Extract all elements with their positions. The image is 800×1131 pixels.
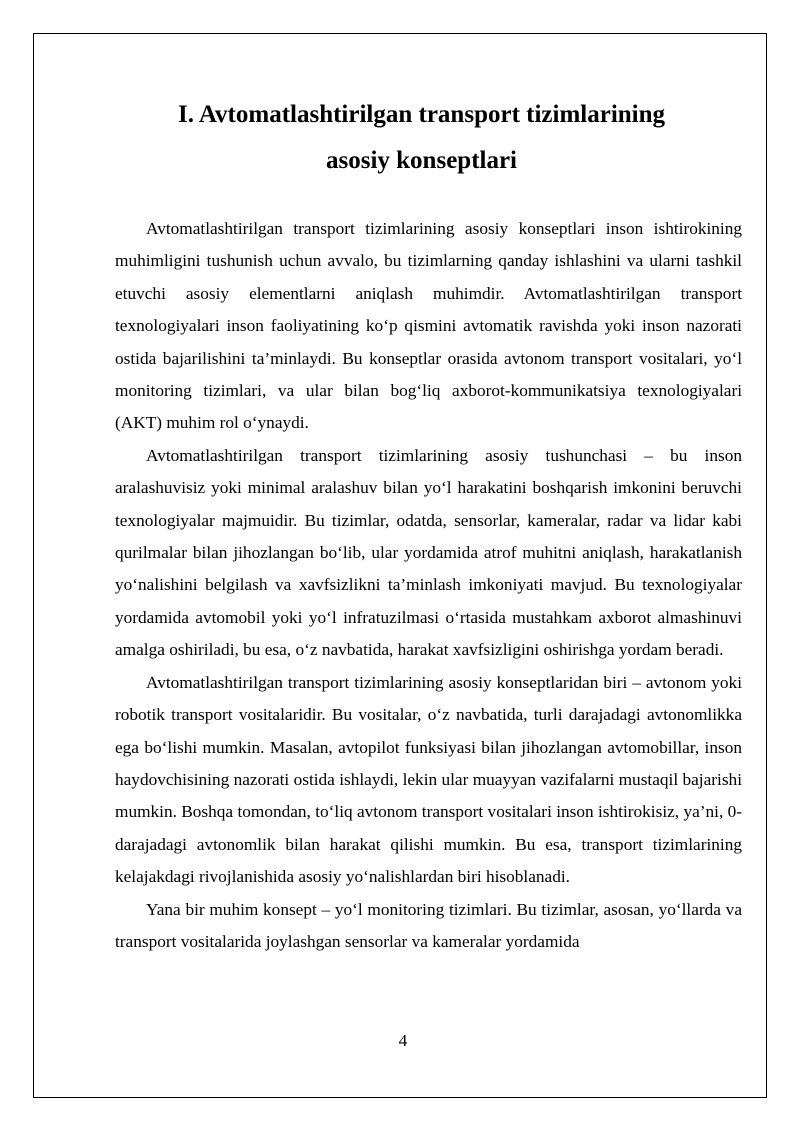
paragraph-2: Avtomatlashtirilgan transport tizimlarining asosiy tushunchasi – bu inson aralashuvisiz yoki minimal aralashuv bilan yoʻl harakatini boshqarish imkonini beruvchi texnologiyalar majmuidir. Bu tizimlar, odatda, sensorlar, kameralar, radar va lidar kabi qurilmalar bilan jihozlangan boʻlib, ular yordamida atrof muhitni aniqlash, harakatlanish yoʻnalishini belgilash va xavfsizlikni ta’minlash imkoniyati mavjud. Bu texnologiyalar yordamida avtomobil yoki yoʻl infratuzilmasi oʻrtasida mustahkam axborot almashinuvi amalga oshiriladi, bu esa, oʻz navbatida, harakat xavfsizligini oshirishga yordam beradi. — [115, 445, 742, 660]
page-number: 4 — [398, 1031, 408, 1050]
section-title-line-1: I. Avtomatlashtirilgan transport tizimlarining — [178, 101, 666, 128]
section-title-line-2: asosiy konseptlari — [326, 147, 518, 174]
paragraph-3: Avtomatlashtirilgan transport tizimlarining asosiy konseptlaridan biri – avtonom yoki robotik transport vositalaridir. Bu vositalar, oʻz navbatida, turli darajadagi avtonomlikka ega boʻlishi mumkin. Masalan, avtopilot funksiyasi bilan jihozlangan avtomobillar, inson haydovchisining nazorati ostida ishlaydi, lekin ular muayyan vazifalarni mustaqil bajarishi mumkin. Boshqa tomondan, toʻliq avtonom transport vositalari inson ishtirokisiz, ya’ni, 0-darajadagi avtonomlik bilan harakat qilishi mumkin. Bu esa, transport tizimlarining kelajakdagi rivojlanishida asosiy yoʻnalishlardan biri hisoblanadi. — [115, 672, 742, 887]
paragraph-4: Yana bir muhim konsept – yoʻl monitoring tizimlari. Bu tizimlar, asosan, yoʻllarda va transport vositalarida joylashgan sensorlar va kameralar yordamida — [115, 899, 742, 951]
body-text — [115, 213, 742, 958]
paragraph-1: Avtomatlashtirilgan transport tizimlarining asosiy konseptlari inson ishtirokining muhimligini tushunish uchun avvalo, bu tizimlarning qanday ishlashini va ularni tashkil etuvchi asosiy elementlarni aniqlash muhimdir. Avtomatlashtirilgan transport texnologiyalari inson faoliyatining koʻp qismini avtomatik ravishda yoki inson nazorati ostida bajarilishini ta’minlaydi. Bu konseptlar orasida avtonom transport vositalari, yoʻl monitoring tizimlari, va ular bilan bogʻliq axborot-kommunikatsiya texnologiyalari (AKT) muhim rol oʻynaydi. — [115, 219, 742, 433]
